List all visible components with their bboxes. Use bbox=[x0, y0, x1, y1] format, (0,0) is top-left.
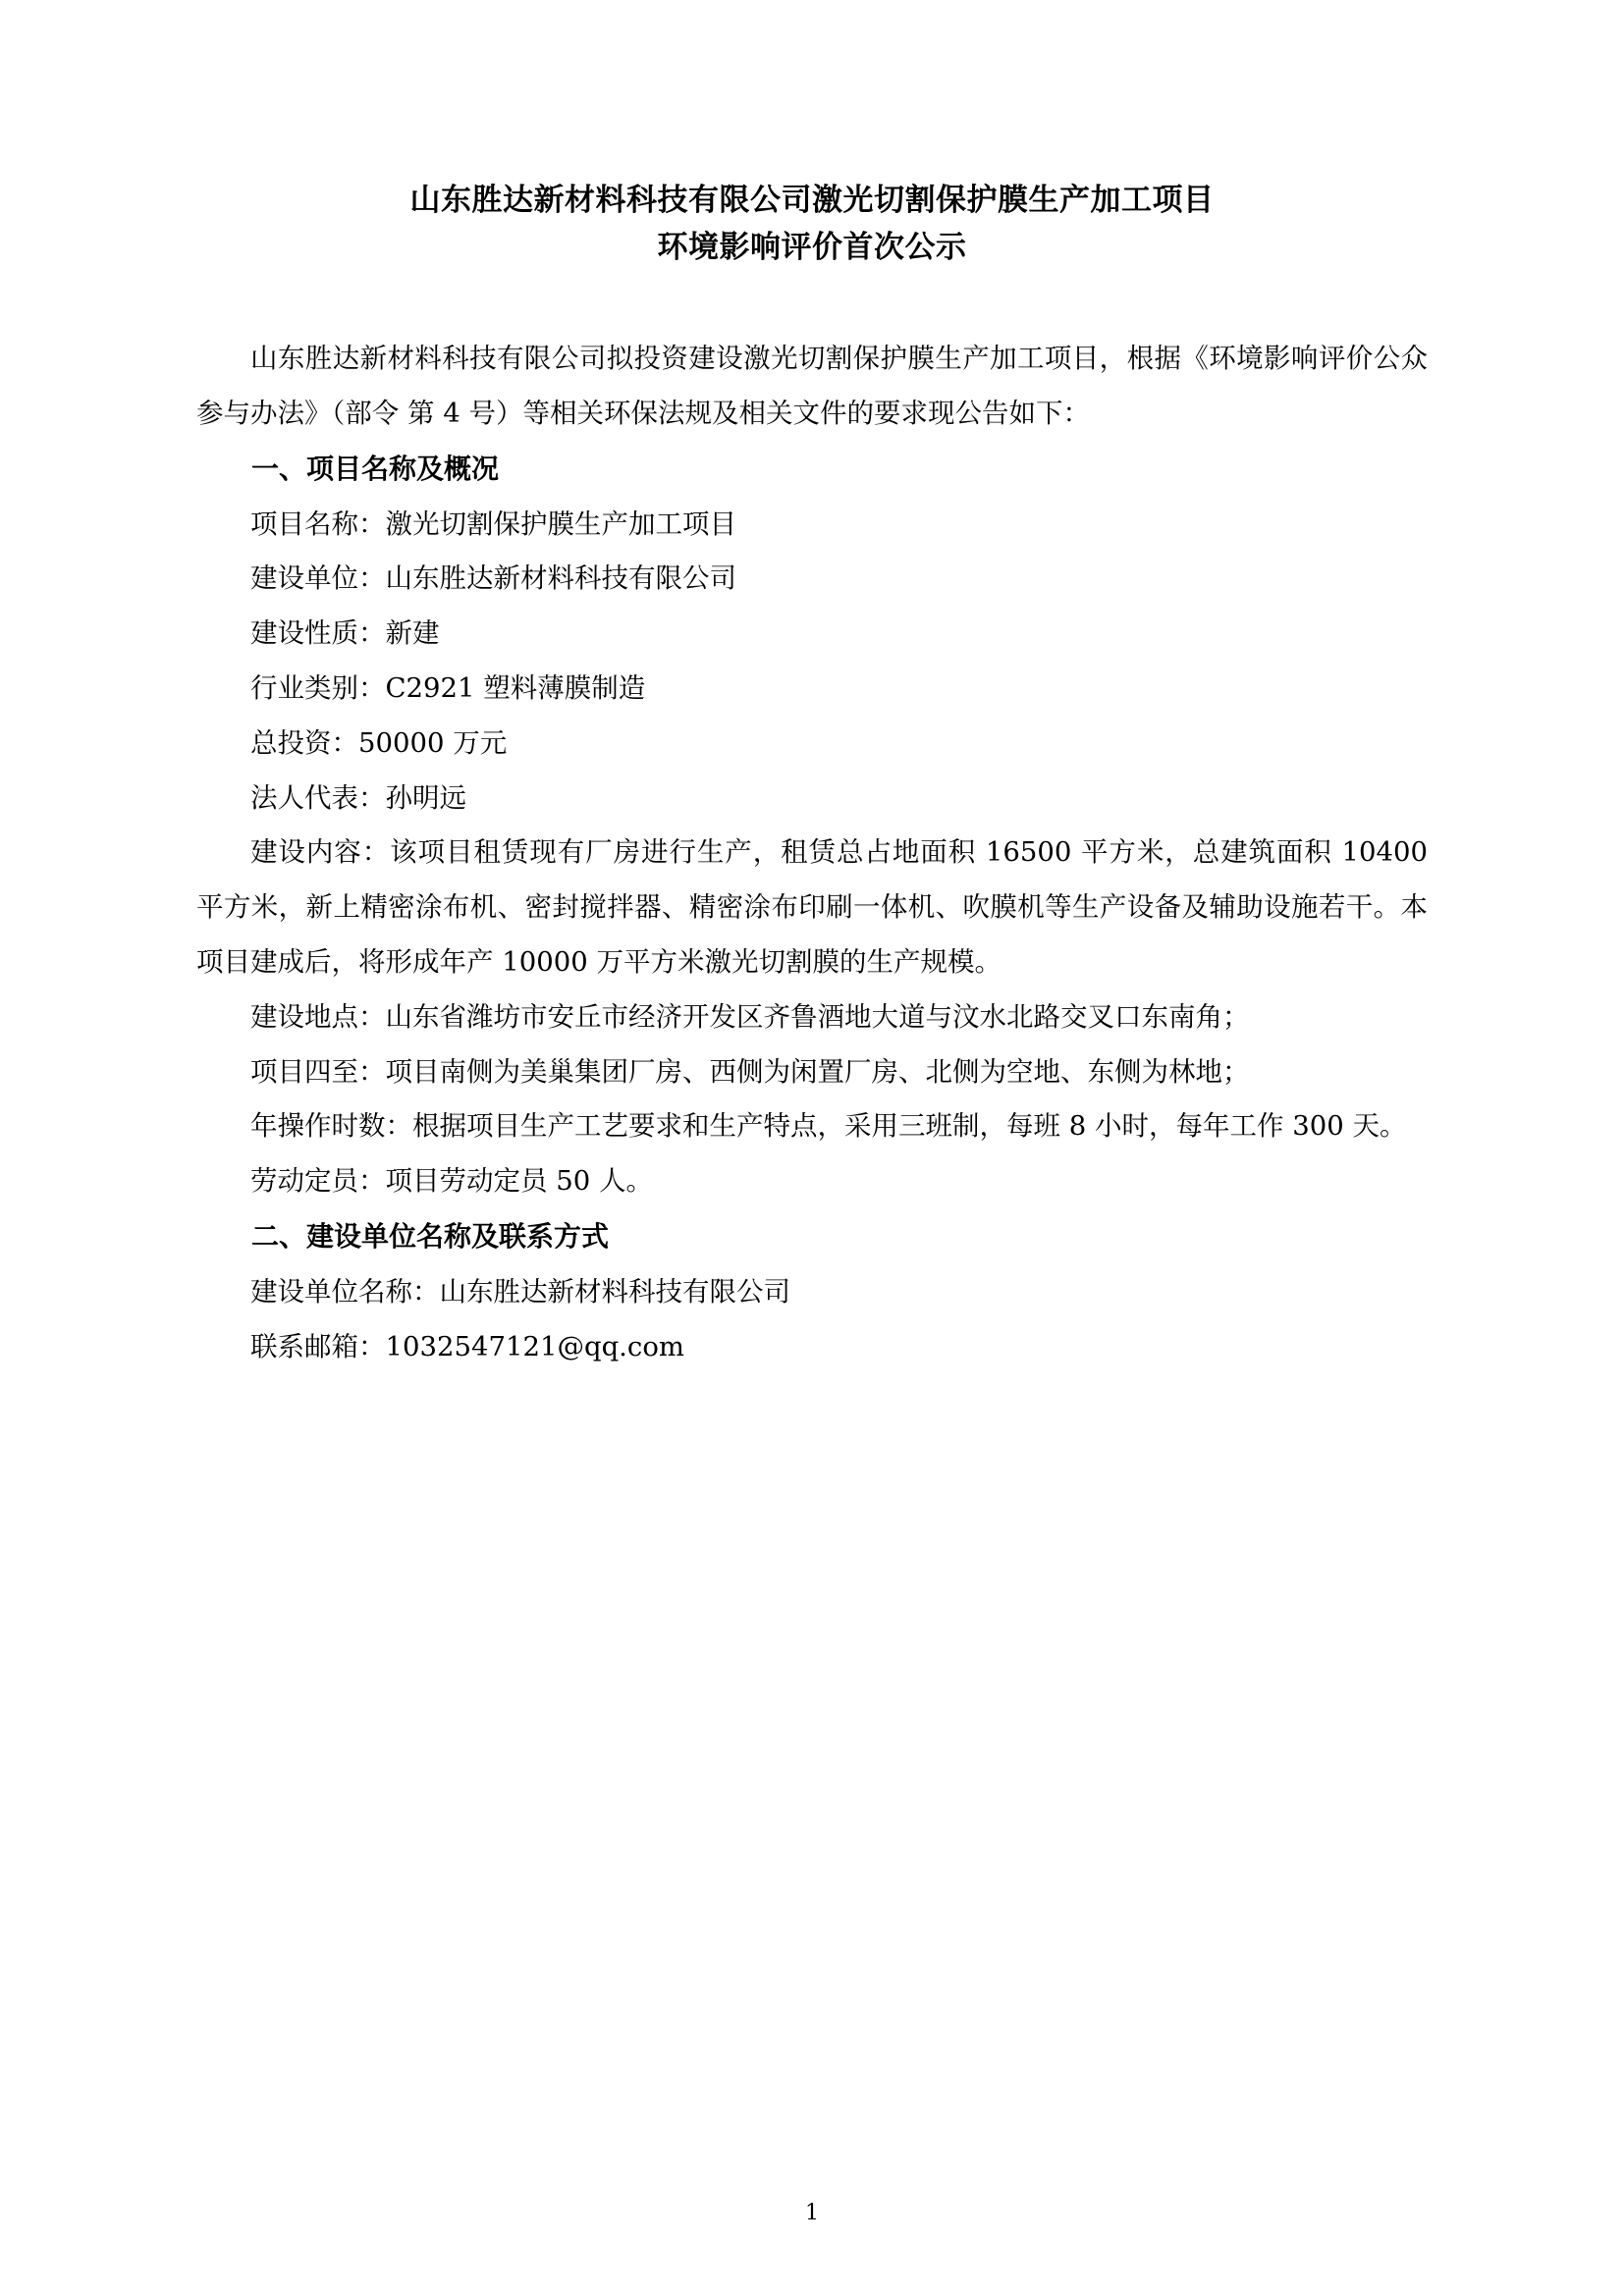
item-project-name: 项目名称：激光切割保护膜生产加工项目 bbox=[250, 507, 736, 540]
intro-paragraph: 山东胜达新材料科技有限公司拟投资建设激光切割保护膜生产加工项目，根据《环境影响评价公众参与办法》（部令 第 4 号）等相关环保法规及相关文件的要求现公告如下： bbox=[196, 343, 1428, 429]
item-contact-email: 联系邮箱：1032547121@qq.com bbox=[250, 1330, 684, 1362]
item-construction-content: 建设内容：该项目租赁现有厂房进行生产，租赁总占地面积 16500 平方米，总建筑面积 10400 平方米，新上精密涂布机、密封搅拌器、精密涂布印刷一体机、吹膜机等生产设备及辅助设施若干。本项目建成后，将形成年产 10000 万平方米激光切割膜的生产规模。 bbox=[196, 836, 1428, 979]
item-construction-unit: 建设单位：山东胜达新材料科技有限公司 bbox=[250, 562, 736, 595]
item-industry-category: 行业类别：C2921 塑料薄膜制造 bbox=[250, 671, 646, 704]
item-total-investment: 总投资：50000 万元 bbox=[250, 726, 508, 759]
document-body bbox=[196, 332, 1428, 1374]
item-operating-hours: 年操作时数：根据项目生产工艺要求和生产特点，采用三班制，每班 8 小时，每年工作 300 天。 bbox=[250, 1110, 1407, 1143]
item-construction-nature: 建设性质：新建 bbox=[250, 617, 440, 650]
page-number: 1 bbox=[805, 2201, 819, 2225]
item-construction-location: 建设地点：山东省潍坊市安丘市经济开发区齐鲁酒地大道与汶水北路交叉口东南角； bbox=[250, 1000, 1250, 1033]
document-title bbox=[196, 177, 1428, 271]
item-labor-quota: 劳动定员：项目劳动定员 50 人。 bbox=[250, 1165, 653, 1198]
section-two-heading: 二、建设单位名称及联系方式 bbox=[251, 1220, 610, 1254]
item-project-boundaries: 项目四至：项目南侧为美巢集团厂房、西侧为闲置厂房、北侧为空地、东侧为林地； bbox=[250, 1055, 1250, 1088]
item-legal-representative: 法人代表：孙明远 bbox=[250, 781, 466, 814]
document-title-line-1: 山东胜达新材料科技有限公司激光切割保护膜生产加工项目 bbox=[409, 183, 1215, 218]
section-one-heading: 一、项目名称及概况 bbox=[251, 452, 500, 485]
item-unit-name: 建设单位名称：山东胜达新材料科技有限公司 bbox=[250, 1275, 790, 1308]
document-title-line-2: 环境影响评价首次公示 bbox=[657, 230, 967, 266]
